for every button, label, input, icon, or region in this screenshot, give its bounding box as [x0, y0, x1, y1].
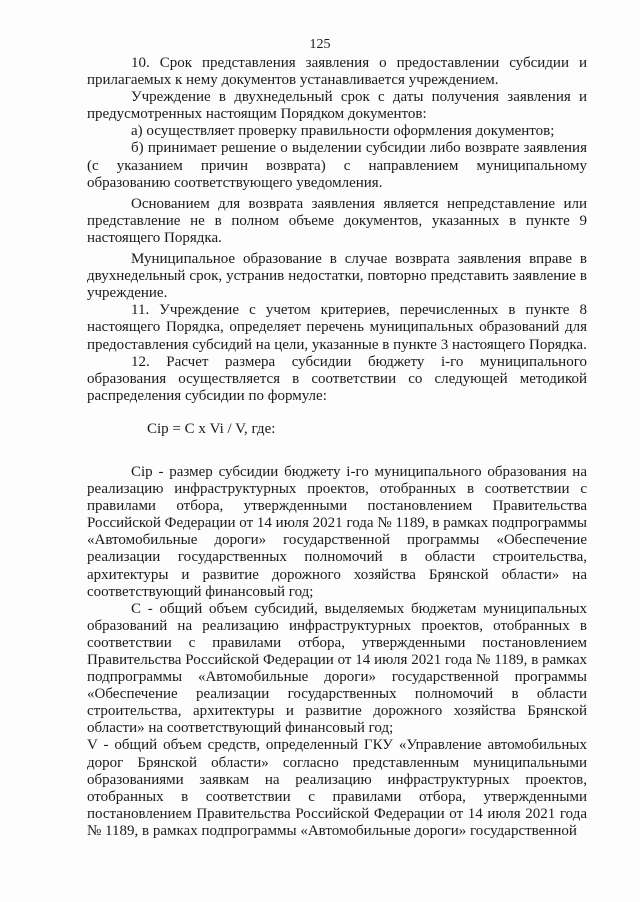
page-number: 125 — [309, 37, 331, 52]
definition-v: V - общий объем средств, определенный ГКУ «Управление автомобильных дорог Брянской области» согласно представленным муниципальными образованиями заявкам на реализацию инфраструктурных проектов, отобранных в соответствии с правилами отбора, утвержденными постановлением Правительства Российской Федерации от 14 июля 2021 года № 1189, в рамках подпрограммы «Автомобильные дороги» государственной — [87, 737, 587, 839]
paragraph-10: 10. Срок представления заявления о предоставлении субсидии и прилагаемых к нему документов устанавливается учреждением. — [87, 55, 587, 89]
paragraph-resubmission: Муниципальное образование в случае возврата заявления вправе в двухнедельный срок, устранив недостатки, повторно представить заявление в учреждение. — [87, 251, 587, 302]
definition-cir: Ciр - размер субсидии бюджету i-го муниципального образования на реализацию инфраструктурных проектов, отобранных в соответствии с правилами отбора, утвержденными постановлением Правительства Российской Федерации от 14 июля 2021 года № 1189, в рамках подпрограммы «Автомобильные дороги» государственной программы «Обеспечение реализации государственных полномочий в области строительства, архитектуры и развитие дорожного хозяйства Брянской области» на соответствующий финансовый год; — [87, 463, 587, 600]
document-body — [87, 55, 587, 840]
paragraph-return-grounds: Основанием для возврата заявления является непредставление или представление не в полном объеме документов, указанных в пункте 9 настоящего Порядка. — [87, 195, 587, 246]
list-item-a: а) осуществляет проверку правильности оформления документов; — [131, 123, 555, 140]
list-item-b: б) принимает решение о выделении субсидии либо возврате заявления (с указанием причин возврата) с направлением муниципальному образованию соответствующего уведомления. — [87, 140, 587, 191]
paragraph-11: 11. Учреждение с учетом критериев, перечисленных в пункте 8 настоящего Порядка, определяет перечень муниципальных образований для предоставления субсидий на цели, указанные в пункте 3 настоящего Порядка. — [87, 302, 587, 353]
formula: Ciр = С х Vi / V, где: — [147, 420, 276, 437]
paragraph-12: 12. Расчет размера субсидии бюджету i-го муниципального образования осуществляется в соответствии со следующей методикой распределения субсидии по формуле: — [87, 353, 587, 404]
paragraph-institution-review: Учреждение в двухнедельный срок с даты получения заявления и предусмотренных настоящим Порядком документов: — [87, 89, 587, 123]
definition-c: С - общий объем субсидий, выделяемых бюджетам муниципальных образований на реализацию инфраструктурных проектов, отобранных в соответствии с правилами отбора, утвержденными постановлением Правительства Российской Федерации от 14 июля 2021 года № 1189, в рамках подпрограммы «Автомобильные дороги» государственной программы «Обеспечение реализации государственных полномочий в области строительства, архитектуры и развитие дорожного хозяйства Брянской области» на соответствующий финансовый год; — [87, 600, 587, 737]
